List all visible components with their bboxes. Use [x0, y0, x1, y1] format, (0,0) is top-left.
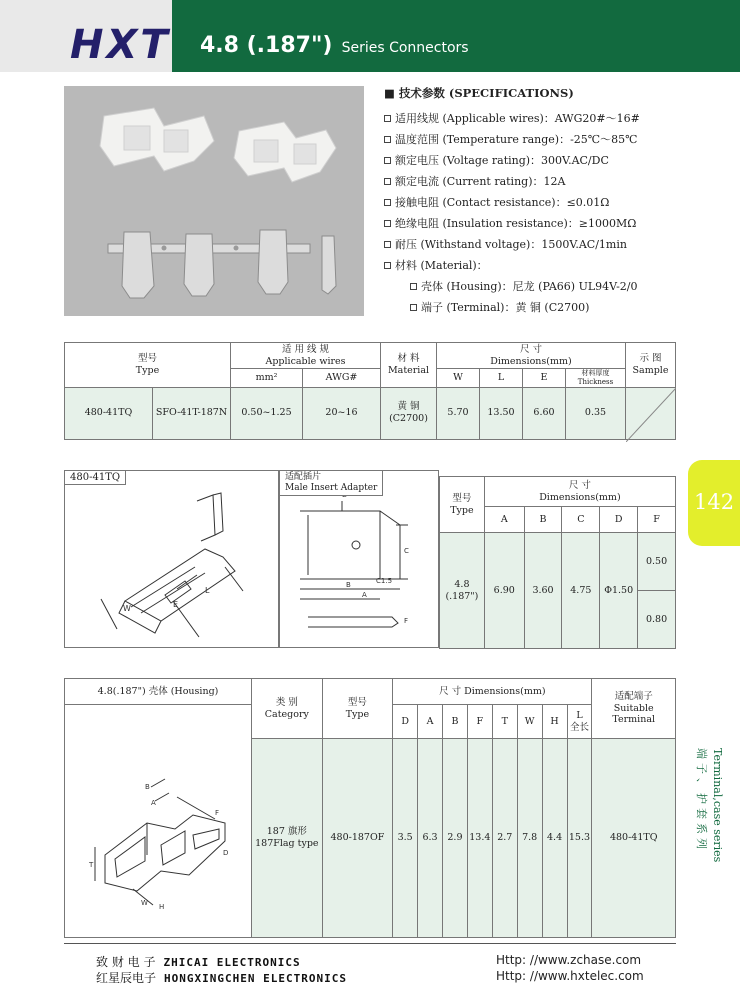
- table-row: 187 旗形 187Flag type 480-187OF 3.5 6.3 2.9 13.4 2.7 7.8 4.4 15.3 480-41TQ: [65, 739, 676, 938]
- spec-line: 适用线规 (Applicable wires)：AWG20#～16#: [384, 108, 674, 129]
- spec-line: 额定电压 (Voltage rating)：300V.AC/DC: [384, 150, 674, 171]
- housing-label-f: F: [215, 809, 220, 817]
- spec-subline: 端子 (Terminal)：黄 铜 (C2700): [384, 297, 674, 318]
- series-label-en: Terminal,case series: [711, 748, 724, 863]
- spec-line: 耐压 (Withstand voltage)：1500V.AC/1min: [384, 234, 674, 255]
- housing-label-a: A: [151, 799, 156, 807]
- spec-line: 材料 (Material)：: [384, 255, 674, 276]
- checkbox-icon: [410, 283, 417, 290]
- checkbox-icon: [384, 199, 391, 206]
- terminal-drawing: [65, 471, 280, 649]
- adapter-drawing: [280, 471, 440, 649]
- adapter-label-c15: C1.5: [376, 577, 393, 585]
- diagonal-line-icon: [626, 388, 676, 442]
- checkbox-icon: [384, 157, 391, 164]
- checkbox-icon: [384, 136, 391, 143]
- adapter-label-b: B: [346, 581, 351, 589]
- specifications: [384, 85, 674, 318]
- table-row: 480-41TQ SFO-41T-187N 0.50~1.25 20~16 黄 铜 (C2700) 5.70 13.50 6.60 0.35: [65, 387, 676, 440]
- series-vertical-label: [686, 748, 736, 900]
- checkbox-icon: [384, 262, 391, 269]
- page-number-tab: [688, 460, 740, 546]
- checkbox-icon: [384, 220, 391, 227]
- housing-label-h: H: [159, 903, 165, 911]
- company-2: 红星辰电子 HONGXINGCHEN ELECTRONICS: [96, 971, 347, 985]
- housing-label-b: B: [145, 783, 150, 791]
- spec-line: 绝缘电阻 (Insulation resistance)：≥1000MΩ: [384, 213, 674, 234]
- adapter-label-a: A: [362, 591, 367, 599]
- part-number-tag: 480-41TQ: [64, 470, 126, 485]
- company-1: 致 财 电 子 ZHICAI ELECTRONICS: [96, 955, 301, 969]
- adapter-label-c: C: [404, 547, 409, 555]
- table-row: 0.80: [440, 591, 676, 649]
- housing-label-t: T: [89, 861, 94, 869]
- brand-logo: HXT: [70, 22, 171, 68]
- terminal-drawing-panel: [64, 470, 279, 648]
- checkbox-icon: [384, 178, 391, 185]
- adapter-label-f: F: [404, 617, 409, 625]
- company-2-url[interactable]: Http: //www.hxtelec.com: [496, 969, 644, 983]
- checkbox-icon: [410, 304, 417, 311]
- housing-label-d: D: [223, 849, 229, 857]
- adapter-drawing-panel: [279, 470, 439, 648]
- checkbox-icon: [384, 115, 391, 122]
- product-photo: [64, 86, 364, 316]
- page-title: [200, 33, 469, 58]
- footer-divider: [64, 943, 676, 944]
- checkbox-icon: [384, 241, 391, 248]
- dim-label-l: L: [205, 586, 210, 595]
- dim-label-w: W: [123, 604, 131, 613]
- spec-line: 额定电流 (Current rating)：12A: [384, 171, 674, 192]
- table-row: 4.8 (.187") 6.90 3.60 4.75 Φ1.50 0.50: [440, 533, 676, 591]
- series-label-zh: 端子、护套系列: [695, 748, 708, 853]
- page-number: 142: [694, 490, 735, 514]
- adapter-tag: 适配插片 Male Insert Adapter: [279, 470, 383, 496]
- series-size: 4.8 (.187"): [200, 33, 333, 58]
- spec-line: 温度范围 (Temperature range)：-25℃～85℃: [384, 129, 674, 150]
- spec-subline: 壳体 (Housing)：尼龙 (PA66) UL94V-2/0: [384, 276, 674, 297]
- housing-table: 4.8(.187") 壳体 (Housing) 类 别 Category 型号 Type 尺 寸 Dimensions(mm) 适配端子 Suitable Terminal B A F D T W H D A B F T W H L 全长 187 旗形 187Flag type 480-187OF 3.5 6.3 2.9 13.4 2.7 7.8 4.4 15.3 480-41TQ: [64, 678, 676, 938]
- series-name: Series Connectors: [341, 40, 469, 56]
- dim-label-e: E: [173, 600, 179, 609]
- adapter-dimensions-table: 型号 Type 尺 寸 Dimensions(mm) A B C D F 4.8 (.187") 6.90 3.60 4.75 Φ1.50 0.50 0.80: [439, 476, 676, 649]
- housing-label-w: W: [141, 899, 148, 907]
- specifications-heading: ■ 技术参数 (SPECIFICATIONS): [384, 86, 574, 100]
- housing-drawing: [65, 705, 251, 937]
- spec-line: 接触电阻 (Contact resistance)：≤0.01Ω: [384, 192, 674, 213]
- company-1-url[interactable]: Http: //www.zchase.com: [496, 953, 642, 967]
- terminal-table: 型号 Type 适 用 线 规 Applicable wires 材 料 Material 尺 寸 Dimensions(mm) 示 图 Sample mm² AWG# W L E 材料厚度 Thickness 480-41TQ SFO-41T-187N 0.50~1.25 20~16 黄 铜 (C2700) 5.70 13.50 6.60 0.35: [64, 342, 676, 440]
